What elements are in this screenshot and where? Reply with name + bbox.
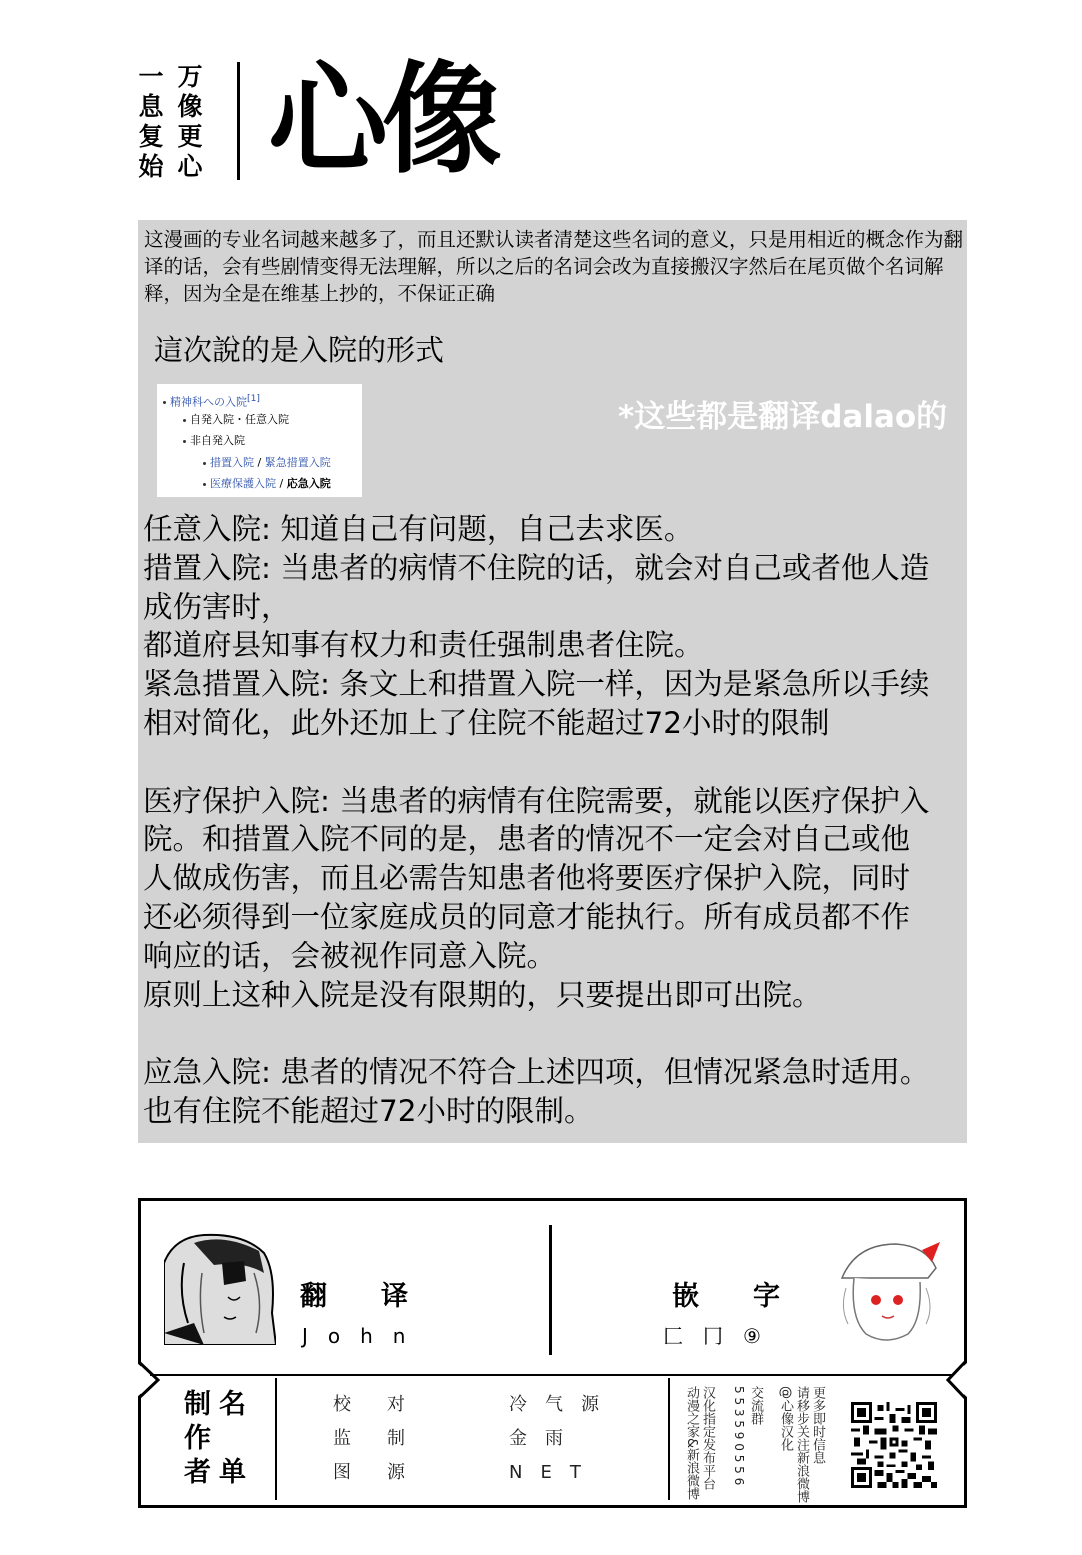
name-supervise: 金 雨 (509, 1428, 563, 1449)
group-number: 5 5 3 5 9 0 5 5 6 (732, 1386, 746, 1486)
slogan-char: 更 (177, 122, 205, 151)
staff-char: 单 (219, 1457, 246, 1488)
mascot-illustration (836, 1238, 946, 1348)
staff-divider (275, 1378, 277, 1500)
body-line: 还必须得到一位家庭成员的同意才能执行。所有成员都不作 (143, 899, 911, 934)
typesetter-name: 匚 冂 ⑨ (663, 1324, 761, 1348)
wiki-ref: [1] (247, 393, 260, 404)
slogan-char: 复 (138, 122, 166, 151)
body-line: 响应的话，会被视作同意入院。 (143, 938, 557, 973)
body-line: 医疗保护入院: 当患者的病情有住院需要，就能以医疗保护入 (143, 783, 930, 818)
group-label: 交流群 (748, 1386, 763, 1425)
bullet-icon (183, 419, 186, 422)
body-line: 也有住院不能超过72小时的限制。 (143, 1093, 594, 1128)
staff-list-label (184, 1388, 264, 1490)
name-source: N E T (509, 1462, 581, 1483)
weibo-handle: @心像汉化 (778, 1386, 793, 1451)
left-notch (136, 1360, 176, 1400)
slogan-col-right (176, 62, 206, 182)
section-subhead: 這次說的是入院的形式 (154, 333, 445, 367)
body-line: 院。和措置入院不同的是，患者的情况不一定会对自己或他 (143, 822, 911, 857)
content-panel (138, 220, 967, 1143)
wiki-link: 緊急措置入院 (264, 456, 331, 469)
staff-char: 者 (184, 1457, 211, 1488)
role-source: 图 源 (333, 1462, 405, 1483)
body-line: 人做成伤害，而且必需告知患者他将要医疗保护入院，同时 (143, 861, 911, 896)
wiki-link: 措置入院 (210, 456, 254, 469)
slogan-char: 息 (138, 92, 166, 121)
platform-text: 动漫之家&新浪微博 (684, 1386, 699, 1501)
slogan-char: 一 (138, 62, 166, 91)
qr-code-icon (851, 1402, 937, 1488)
group-logo: 心像 (268, 51, 496, 190)
body-line: 措置入院: 当患者的病情不住院的话，就会对自己或者他人造 (143, 550, 930, 585)
slogan-char: 始 (138, 152, 166, 181)
glossary-body (143, 510, 969, 1131)
name-proofread: 冷 气 源 (509, 1394, 599, 1415)
body-line: 相对简化，此外还加上了住院不能超过72小时的限制 (143, 705, 830, 740)
wiki-slash: / (276, 477, 287, 490)
staff-char: 制 (184, 1389, 211, 1420)
body-line: 成伤害时， (143, 589, 291, 624)
wiki-link: 医療保護入院 (210, 477, 276, 490)
bullet-icon (183, 440, 186, 443)
weibo-text: 更多即时信息 (810, 1386, 825, 1464)
translator-avatar (164, 1233, 276, 1345)
body-line: 紧急措置入院: 条文上和措置入院一样，因为是紧急所以手续 (143, 667, 930, 702)
slogan-char: 万 (177, 62, 205, 91)
body-gap (143, 743, 969, 782)
bullet-icon (203, 462, 206, 465)
role-supervise: 监 制 (333, 1428, 405, 1449)
typeset-label: 嵌 字 (672, 1281, 780, 1312)
translator-intro: 这漫画的专业名词越来越多了，而且还默认读者清楚这些名词的意义，只是用相近的概念作为翻译的话，会有些剧情变得无法理解，所以之后的名词会改为直接搬汉字然后在尾页做个名词解释，因为全是在维基上抄的，不保证正确 (144, 228, 964, 305)
body-line: 应急入院: 患者的情况不符合上述四项，但情况紧急时适用。 (143, 1055, 930, 1090)
wiki-slash: / (254, 456, 265, 469)
right-notch (946, 1360, 970, 1400)
wiki-current: 応急入院 (286, 477, 331, 490)
weibo-text: 请移步关注新浪微博 (794, 1386, 809, 1503)
body-line: 都道府县知事有权力和责任强制患者住院。 (143, 628, 704, 663)
info-divider (668, 1378, 670, 1500)
wiki-item: 非自発入院 (190, 434, 245, 447)
wiki-link: 精神科への入院 (170, 395, 247, 409)
staff-char: 名 (219, 1389, 246, 1420)
body-line: 任意入院: 知道自己有问题，自己去求医。 (143, 512, 694, 546)
credits-mid-divider (549, 1225, 552, 1355)
platform-text: 汉化指定发布平台 (700, 1386, 715, 1490)
body-line: 原则上这种入院是没有限期的，只要提出即可出院。 (143, 977, 822, 1012)
staff-char: 作 (184, 1423, 211, 1454)
bullet-icon (203, 483, 206, 486)
translator-name: J o h n (302, 1324, 406, 1348)
header-divider (237, 62, 240, 180)
bullet-icon (163, 401, 166, 404)
credits-divider (150, 1374, 953, 1376)
slogan-char: 心 (177, 152, 205, 181)
wiki-item: 自発入院・任意入院 (190, 413, 289, 426)
role-proofread: 校 对 (333, 1394, 405, 1415)
translate-label: 翻 译 (300, 1281, 408, 1312)
credit-note: *这些都是翻译dalao的 (618, 399, 948, 435)
slogan-col-left (137, 62, 167, 182)
slogan-char: 像 (177, 92, 205, 121)
wiki-toc-screenshot (157, 384, 362, 497)
body-gap (143, 1014, 969, 1053)
